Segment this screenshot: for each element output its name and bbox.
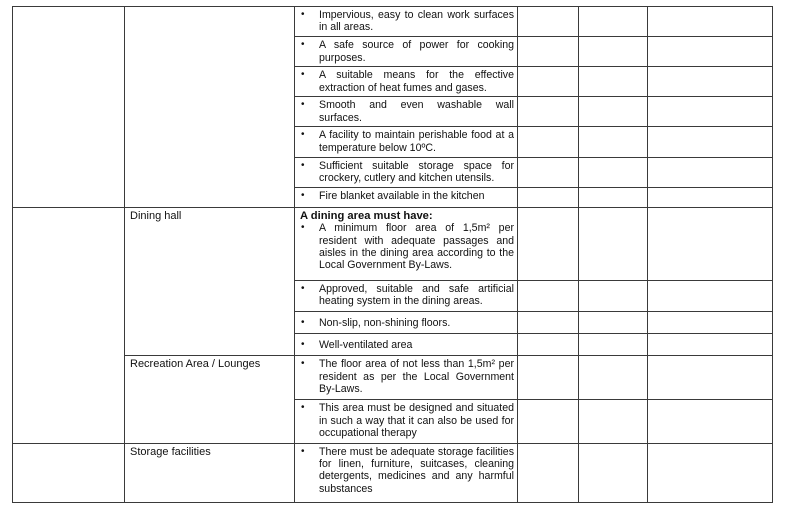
checkbox-cell[interactable] — [579, 312, 648, 334]
facilities-checklist-table — [12, 6, 773, 503]
bullet: • — [301, 159, 305, 171]
requirement-text: Non-slip, non-shining floors. — [319, 317, 451, 330]
requirement-cell — [295, 312, 518, 334]
checkbox-cell[interactable] — [579, 356, 648, 400]
checkbox-cell[interactable] — [579, 67, 648, 97]
table-row — [13, 443, 773, 502]
requirement-text: Impervious, easy to clean work surfaces in all areas. — [319, 9, 514, 34]
bullet: • — [301, 339, 305, 351]
area-label-dining-hall: Dining hall — [125, 207, 295, 356]
checkbox-cell[interactable] — [579, 37, 648, 67]
empty-cell — [13, 7, 125, 208]
requirement-text: Fire blanket available in the kitchen — [319, 189, 485, 202]
requirement-text: A facility to maintain perishable food at a temperature below 10ºC. — [319, 129, 514, 154]
bullet: • — [301, 445, 305, 457]
requirement-text: A minimum floor area of 1,5m² per resident with adequate passages and aisles in the dining area according to the Local Government By-Laws. — [319, 222, 514, 272]
bullet: • — [301, 39, 305, 51]
requirement-cell — [295, 37, 518, 67]
requirement-cell — [295, 127, 518, 157]
document-page — [12, 6, 772, 503]
requirement-text: This area must be designed and situated in such a way that it can also be used for occupational therapy — [319, 402, 514, 440]
checkbox-cell[interactable] — [518, 312, 579, 334]
area-label-recreation: Recreation Area / Lounges — [125, 356, 295, 443]
checkbox-cell[interactable] — [518, 37, 579, 67]
comment-cell[interactable] — [648, 281, 773, 312]
checkbox-cell[interactable] — [579, 207, 648, 280]
comment-cell[interactable] — [648, 312, 773, 334]
comment-cell[interactable] — [648, 127, 773, 157]
requirement-cell — [295, 356, 518, 400]
requirement-cell — [295, 187, 518, 207]
requirement-text: A suitable means for the effective extraction of heat fumes and gases. — [319, 69, 514, 94]
checkbox-cell[interactable] — [518, 207, 579, 280]
comment-cell[interactable] — [648, 97, 773, 127]
checkbox-cell[interactable] — [518, 187, 579, 207]
checkbox-cell[interactable] — [518, 7, 579, 37]
requirement-cell — [295, 7, 518, 37]
requirement-cell — [295, 400, 518, 443]
comment-cell[interactable] — [648, 356, 773, 400]
bullet: • — [301, 358, 305, 370]
comment-cell[interactable] — [648, 157, 773, 187]
checkbox-cell[interactable] — [579, 281, 648, 312]
requirement-text: A safe source of power for cooking purposes. — [319, 39, 514, 64]
requirement-text: Sufficient suitable storage space for crockery, cutlery and kitchen utensils. — [319, 159, 514, 184]
requirement-text: Smooth and even washable wall surfaces. — [319, 99, 514, 124]
requirement-cell — [295, 67, 518, 97]
checkbox-cell[interactable] — [518, 67, 579, 97]
bullet: • — [301, 9, 305, 20]
checkbox-cell[interactable] — [579, 187, 648, 207]
bullet: • — [301, 402, 305, 414]
checkbox-cell[interactable] — [579, 400, 648, 443]
comment-cell[interactable] — [648, 7, 773, 37]
comment-cell[interactable] — [648, 187, 773, 207]
bullet: • — [301, 283, 305, 295]
checkbox-cell[interactable] — [579, 7, 648, 37]
requirement-text: Approved, suitable and safe artificial heating system in the dining areas. — [319, 283, 514, 308]
requirement-cell — [295, 281, 518, 312]
comment-cell[interactable] — [648, 67, 773, 97]
requirement-cell — [295, 443, 518, 502]
area-label-storage: Storage facilities — [125, 443, 295, 502]
table-row — [13, 356, 773, 400]
bullet: • — [301, 222, 305, 234]
requirement-text: The floor area of not less than 1,5m² per resident as per the Local Government By-Laws. — [319, 358, 514, 396]
checkbox-cell[interactable] — [518, 127, 579, 157]
requirement-text: There must be adequate storage facilities for linen, furniture, suitcases, cleaning detergents, medicines and any harmful substances — [319, 445, 514, 495]
comment-cell[interactable] — [648, 443, 773, 502]
table-row — [13, 207, 773, 280]
checkbox-cell[interactable] — [579, 97, 648, 127]
checkbox-cell[interactable] — [518, 334, 579, 356]
requirement-cell — [295, 157, 518, 187]
checkbox-cell[interactable] — [518, 356, 579, 400]
checkbox-cell[interactable] — [518, 400, 579, 443]
checkbox-cell[interactable] — [518, 157, 579, 187]
bullet: • — [301, 129, 305, 141]
requirement-cell — [295, 97, 518, 127]
empty-cell — [13, 443, 125, 502]
checkbox-cell[interactable] — [518, 281, 579, 312]
checkbox-cell[interactable] — [579, 127, 648, 157]
requirement-cell — [295, 334, 518, 356]
comment-cell[interactable] — [648, 37, 773, 67]
checkbox-cell[interactable] — [579, 157, 648, 187]
checkbox-cell[interactable] — [579, 334, 648, 356]
requirement-cell — [295, 207, 518, 280]
comment-cell[interactable] — [648, 207, 773, 280]
comment-cell[interactable] — [648, 334, 773, 356]
bullet: • — [301, 99, 305, 111]
comment-cell[interactable] — [648, 400, 773, 443]
empty-cell — [125, 7, 295, 208]
table-row — [13, 7, 773, 37]
checkbox-cell[interactable] — [518, 443, 579, 502]
checkbox-cell[interactable] — [579, 443, 648, 502]
bullet: • — [301, 189, 305, 201]
empty-cell — [13, 207, 125, 443]
checkbox-cell[interactable] — [518, 97, 579, 127]
bullet: • — [301, 69, 305, 81]
requirement-text: Well-ventilated area — [319, 339, 413, 352]
bullet: • — [301, 317, 305, 329]
dining-requirement-heading: A dining area must have: — [300, 209, 433, 222]
